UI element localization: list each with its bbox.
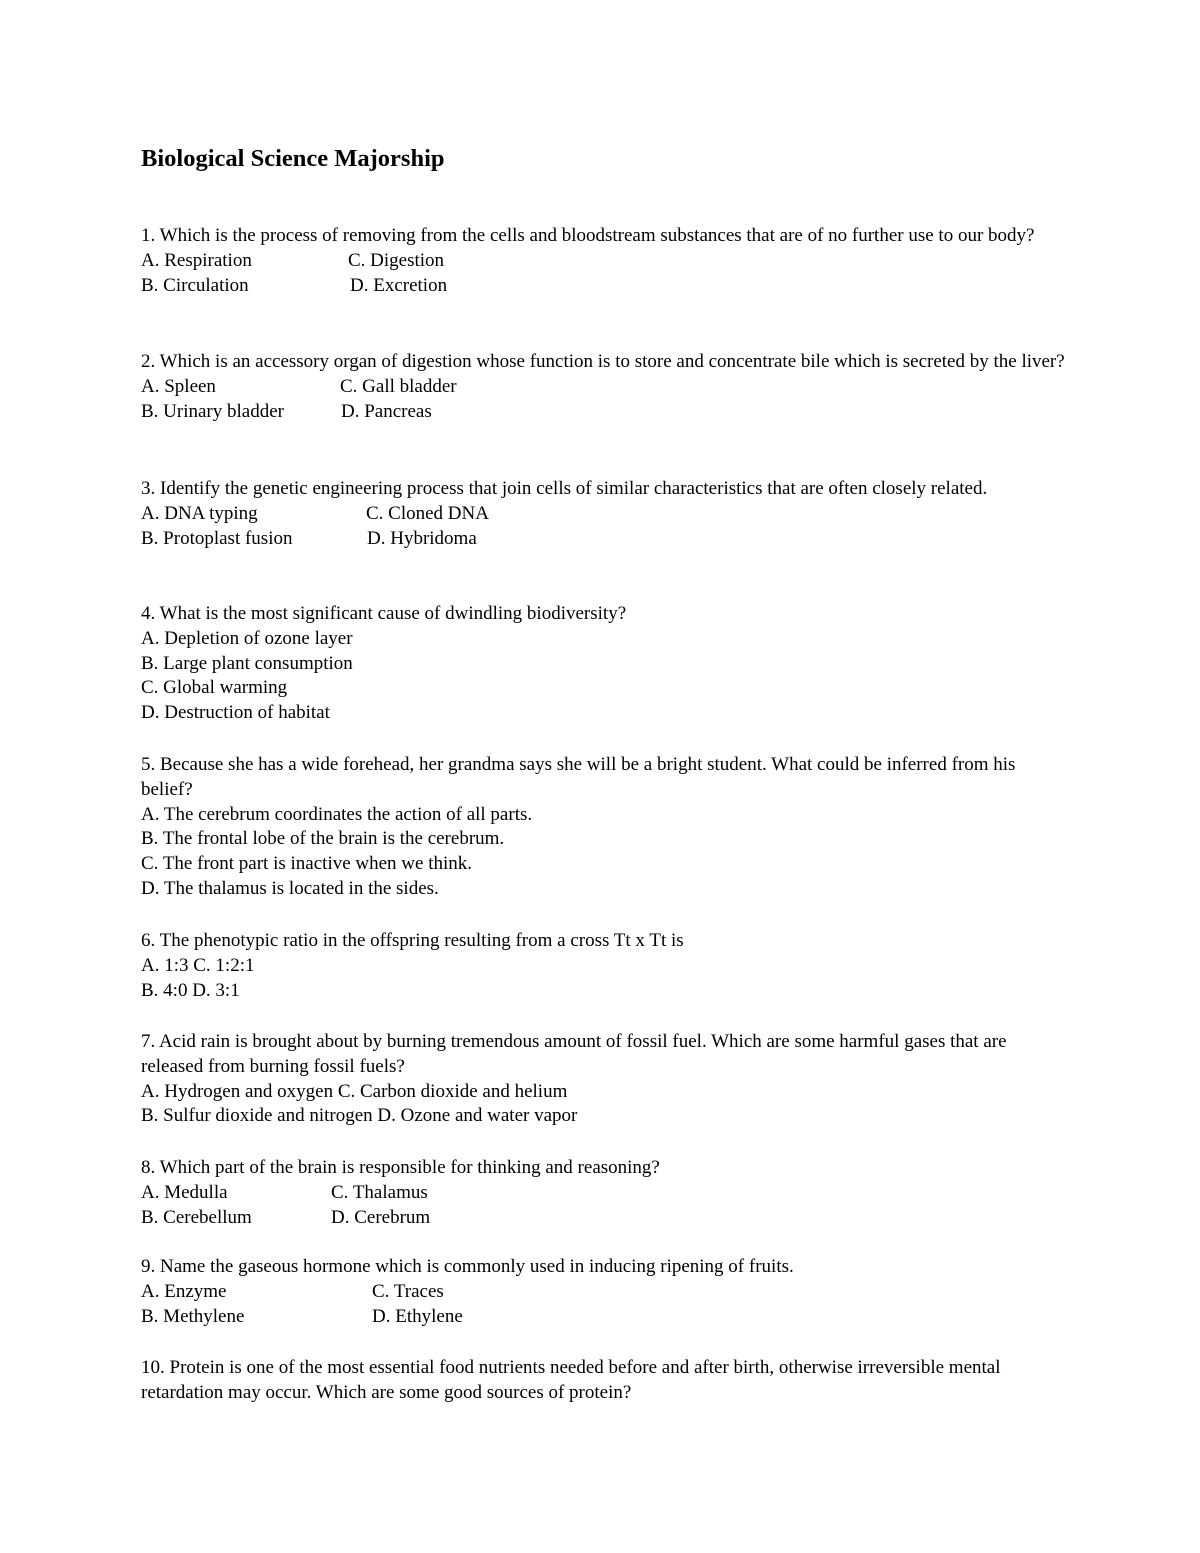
option-a: A. Medulla — [141, 1181, 228, 1203]
options-row — [141, 1181, 1071, 1206]
question-9 — [141, 1255, 1071, 1329]
options-row — [141, 1206, 1071, 1231]
option-d: D. Destruction of habitat — [141, 702, 330, 724]
option-d: D. Ethylene — [372, 1305, 463, 1327]
option-d: D. Cerebrum — [331, 1206, 431, 1228]
question-5 — [141, 753, 1071, 902]
options-row — [141, 527, 1071, 552]
option-b: B. Cerebellum — [141, 1206, 252, 1228]
options-line-1: A. 1:3 C. 1:2:1 — [141, 954, 255, 976]
options-line-1: A. Hydrogen and oxygen C. Carbon dioxide and helium — [141, 1080, 568, 1102]
options-row — [141, 274, 1071, 299]
option-b: B. Circulation — [141, 274, 249, 296]
option-b: B. Methylene — [141, 1305, 245, 1327]
option-a: A. The cerebrum coordinates the action of all parts. — [141, 803, 533, 825]
option-c: C. Gall bladder — [340, 375, 457, 397]
question-3 — [141, 477, 1071, 551]
options-row — [141, 375, 1071, 400]
option-b: B. Large plant consumption — [141, 652, 353, 674]
question-2 — [141, 350, 1071, 424]
question-text: 9. Name the gaseous hormone which is commonly used in inducing ripening of fruits. — [141, 1256, 794, 1277]
option-d: D. The thalamus is located in the sides. — [141, 877, 439, 899]
option-c: C. Cloned DNA — [366, 502, 489, 524]
question-text: 4. What is the most significant cause of dwindling biodiversity? — [141, 603, 627, 624]
option-d: D. Hybridoma — [367, 527, 477, 549]
option-c: C. Thalamus — [331, 1181, 428, 1203]
option-c: C. Global warming — [141, 677, 288, 699]
option-d: D. Excretion — [350, 274, 448, 296]
question-6 — [141, 929, 1071, 1003]
option-b: B. The frontal lobe of the brain is the cerebrum. — [141, 828, 505, 850]
question-text: 6. The phenotypic ratio in the offspring resulting from a cross Tt x Tt is — [141, 930, 684, 951]
options-line-2: B. 4:0 D. 3:1 — [141, 979, 240, 1001]
options-row — [141, 502, 1071, 527]
question-text: 10. Protein is one of the most essential food nutrients needed before and after birth, otherwise irreversible mental retardation may occur. Which are some good sources of protein? — [141, 1357, 1001, 1403]
option-c: C. Digestion — [348, 249, 445, 271]
question-4 — [141, 602, 1071, 726]
question-text: 8. Which part of the brain is responsible for thinking and reasoning? — [141, 1157, 660, 1178]
question-text: 3. Identify the genetic engineering process that join cells of similar characteristics that are often closely related. — [141, 478, 988, 499]
options-line-2: B. Sulfur dioxide and nitrogen D. Ozone and water vapor — [141, 1105, 578, 1127]
question-10 — [141, 1356, 1071, 1406]
option-a: A. Depletion of ozone layer — [141, 627, 353, 649]
option-d: D. Pancreas — [341, 400, 432, 422]
option-c: C. The front part is inactive when we think. — [141, 853, 473, 875]
options-row — [141, 1280, 1071, 1305]
option-a: A. DNA typing — [141, 502, 258, 524]
option-a: A. Respiration — [141, 249, 252, 271]
option-b: B. Protoplast fusion — [141, 527, 293, 549]
options-row — [141, 1305, 1071, 1330]
question-8 — [141, 1156, 1071, 1230]
option-c: C. Traces — [372, 1280, 444, 1302]
question-text: 7. Acid rain is brought about by burning tremendous amount of fossil fuel. Which are some harmful gases that are released from burning fossil fuels? — [141, 1031, 1007, 1077]
option-a: A. Enzyme — [141, 1280, 227, 1302]
question-1 — [141, 224, 1071, 298]
options-row — [141, 400, 1071, 425]
question-7 — [141, 1030, 1071, 1129]
question-text: 1. Which is the process of removing from the cells and bloodstream substances that are of no further use to our body? — [141, 225, 1035, 246]
option-b: B. Urinary bladder — [141, 400, 284, 422]
document-title: Biological Science Majorship — [141, 145, 445, 172]
question-text: 5. Because she has a wide forehead, her grandma says she will be a bright student. What could be inferred from his belief? — [141, 754, 1016, 800]
option-a: A. Spleen — [141, 375, 216, 397]
question-text: 2. Which is an accessory organ of digestion whose function is to store and concentrate bile which is secreted by the liver? — [141, 351, 1065, 372]
options-row — [141, 249, 1071, 274]
